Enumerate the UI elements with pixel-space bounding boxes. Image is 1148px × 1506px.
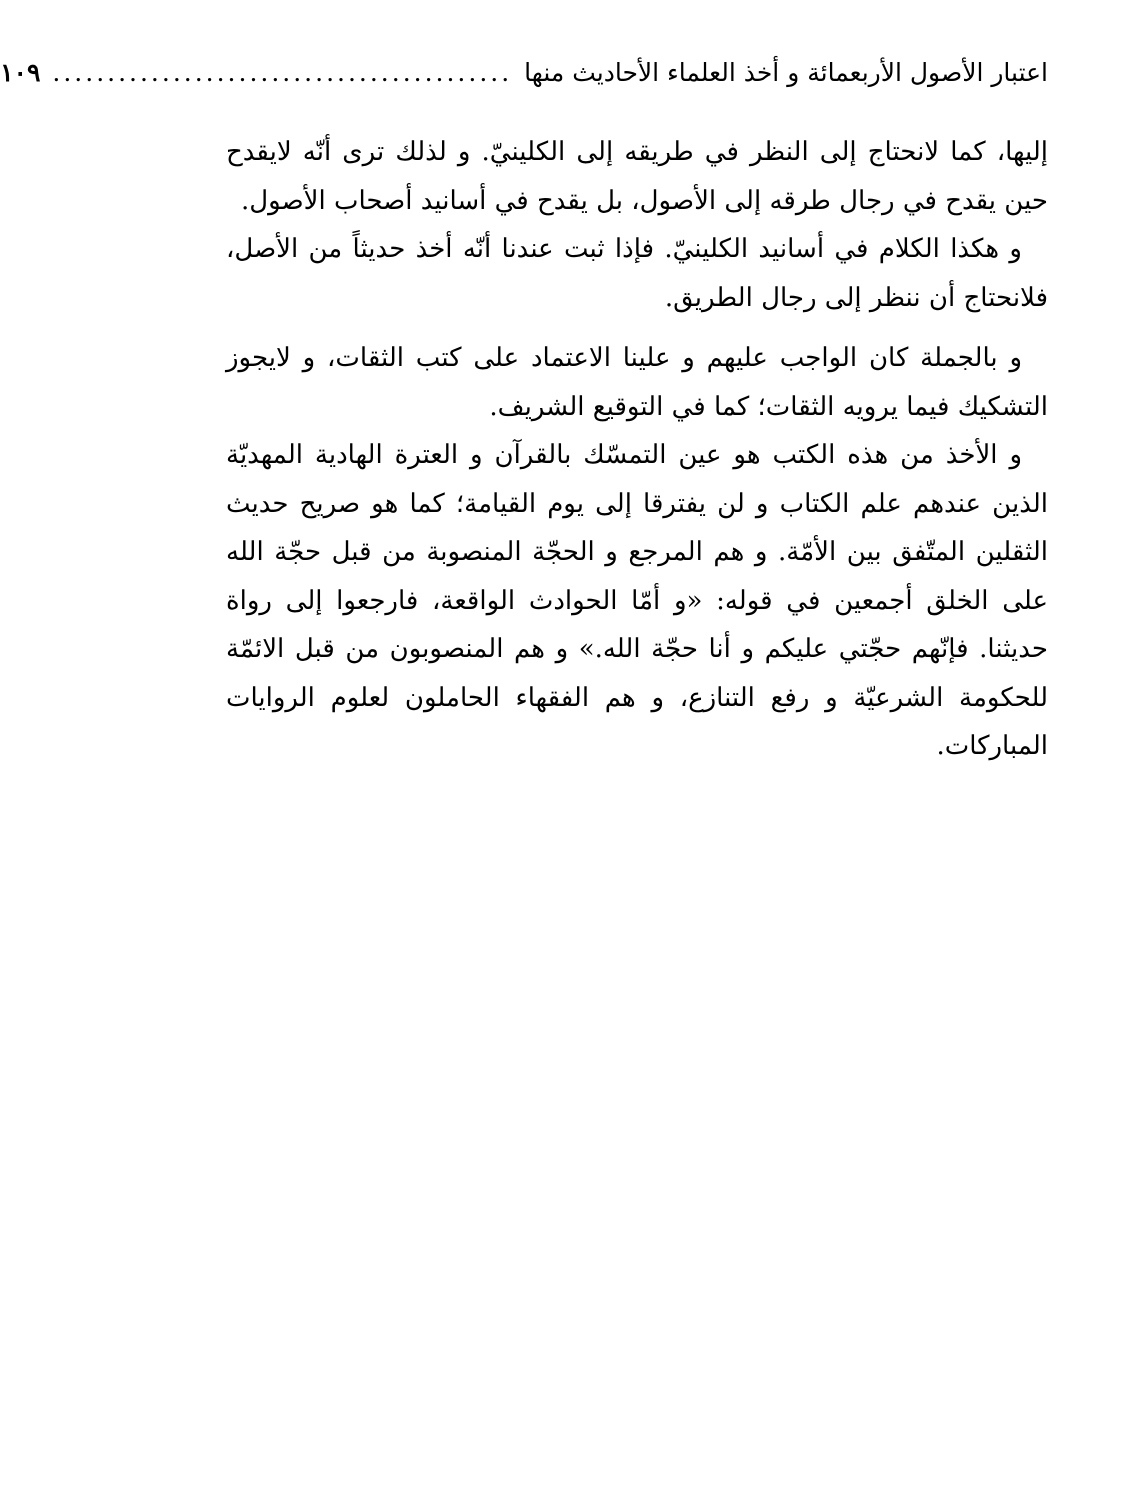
paragraph-1: إليها، كما لانحتاج إلى النظر في طريقه إلى الكلينيّ. و لذلك ترى أنّه لايقدح حين يقدح في رجال طرقه إلى الأصول، بل يقدح في أسانيد أصحاب الأصول. [226, 137, 1048, 216]
leader-dots: .......................................... [52, 57, 513, 87]
body-text [226, 128, 1048, 771]
paragraph-2: و هكذا الكلام في أسانيد الكلينيّ. فإذا ثبت عندنا أنّه أخذ حديثاً من الأصل، فلانحتاج أن ننظر إلى رجال الطريق. [226, 234, 1048, 313]
paragraph-3: و بالجملة كان الواجب عليهم و علينا الاعتماد على كتب الثقات، و لايجوز التشكيك فيما يرويه الثقات؛ كما في التوقيع الشريف. [226, 343, 1048, 422]
page-number: ۱۰۹ [0, 57, 41, 87]
running-header [0, 50, 1048, 94]
paragraph-4: و الأخذ من هذه الكتب هو عين التمسّك بالقرآن و العترة الهادية المهديّة الذين عندهم علم الكتاب و لن يفترقا إلى يوم القيامة؛ كما هو صريح حديث الثقلين المتّفق بين الأمّة. و هم المرجع و الحجّة المنصوبة من قبل حجّة الله على الخلق أجمعين في قوله: «و أمّا الحوادث الواقعة، فارجعوا إلى رواة حديثنا. فإنّهم حجّتي عليكم و أنا حجّة الله.» و هم المنصوبون من قبل الائمّة للحكومة الشرعيّة و رفع التنازع، و هم الفقهاء الحاملون لعلوم الروايات المباركات. [226, 440, 1048, 761]
running-head-title: اعتبار الأصول الأربعمائة و أخذ العلماء الأحاديث منها [524, 57, 1048, 87]
